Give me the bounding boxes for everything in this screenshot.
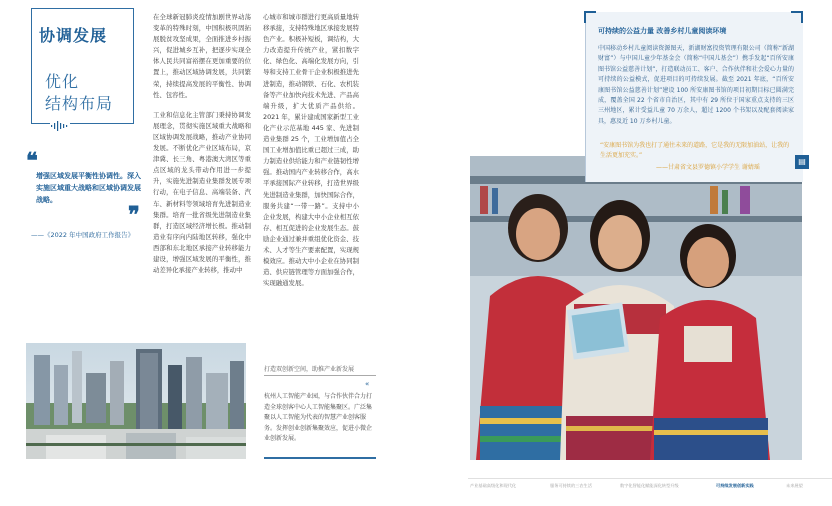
footer-nav — [468, 483, 832, 493]
footer-nav-item[interactable]: 未来展望 — [786, 483, 803, 488]
children-reading-photo — [470, 156, 802, 460]
info-panel-title: 可持续的公益力量 改善乡村儿童阅读环境 — [598, 27, 727, 35]
text-column-2 — [263, 12, 359, 298]
chapter-title-box — [31, 8, 134, 124]
footer-nav-item-active[interactable]: 可持续发展创新实践 — [716, 483, 754, 488]
paragraph: 工业和信息化主管部门秉持协调发展理念，贯彻实施区域重大战略和区域协调发展战略，推动产业协同发展。不断优化产业区域布局，京津冀、长三角、粤港澳大湾区等重点区域的龙头带动作用进一步提升，实施先进制造业集群发展专项行动，在电子信息、高端装备、汽车、新材料等领域培育先进制造业集群。培育一批省级先进制造业集群，打造区域经济增长极。推动制造业有序向内陆地区转移，强化中西部和东北地区承接产业转移能力建设，增强区域发展的平衡性，推动差异化承接产业转移，推动中 — [153, 110, 251, 275]
student-quote-source: ——甘肃省文县罗德镇小学学生 谢婧瑶 — [656, 164, 760, 171]
info-panel-body: 中国移动乡村儿童阅读资源图天，新湖财富投资管理有限公司（简称“新湖财富”）与中国儿童少年基金会（简称“中国儿基会”）携手发起“百所安康图书馆公益慈善计划”，打造联动员工、客户、合作伙伴和社会爱心力量的可持续的公益模式，促进项目的可持续发展。截至 2021 年底，“百所安康图书馆公益慈善计划”建设 100 所安康图书馆的项目初期目标已圆满完成，覆盖全国 22 个省市自治区，其中有 29 所位于国家重点支持的三区三州地区，累计受益儿童 70 万余人，超过 1200 个书架以及配套阅读家具，惠及近 10 万乡村儿童。 — [598, 45, 794, 125]
photo-caption-title: 打造双创新空间，助推产业新发展 — [264, 366, 355, 373]
chapter-subtitle-line1: 优化 — [45, 72, 80, 91]
text-column-1 — [153, 12, 251, 285]
photo-caption-body: 杭州人工智能产业园，与合作伙伴合力打造全球创客中心人工智能集聚区。广泛集聚以人工智能为代表的智慧产业创客服务。发挥创业创新集聚效应，促进小微企业创新发展。 — [264, 393, 373, 442]
right-page — [468, 0, 832, 506]
close-quote-icon: ❞ — [128, 202, 140, 228]
caption-divider — [264, 375, 376, 376]
chapter-title: 协调发展 — [39, 26, 108, 45]
open-quote-icon: ❝ — [26, 148, 38, 174]
panel-corner-left — [584, 11, 596, 23]
footer-divider — [468, 478, 832, 479]
chapter-subtitle-line2: 结构布局 — [45, 94, 114, 113]
panel-corner-right — [791, 11, 803, 23]
paragraph: 在全球新冠肺炎疫情加剧世界动荡变革的特殊时刻，中国积极巩固拓展脱贫攻坚成果，全面推进乡村振兴，促进城乡互补，把逐步实现全体人民共同富裕摆在更加重要的位置上，推动区域协调发展，共同繁荣，持续提高发展的平衡性、协调性、包容性。 — [153, 13, 251, 99]
soundwave-icon — [50, 121, 70, 131]
footer-nav-item[interactable]: 产业基础高级化和现代化 — [470, 483, 517, 488]
paragraph: 心城市和城市群进行更高质量地转移承接，支持特殊地区承接发展特色产业。积极补短板，调结构，大力改造提升传统产业，紧扣数字化、绿色化、高端化发展方向，引导和支持工业骨干企业积极推进先进制造，推动钢铁、石化、农机装备等产业加快向技术先进、产品高端升级，扩大优质产品供给。2021 年，累计建成国家新型工业化产业示范基地 445 家、先进制造业集群 25 个，工业增加值占全国工业增加值比重已超过三成，助力制造业供给能力和产业链韧性增强。推动国内产业转移合作，高水平承接国际产业转移，打造世界级先进制造业集群，加快国际合作，服务共建“一带一路”。支持中小企业发展，构建大中小企业相互依存、相互促进的企业发展生态。鼓励企业通过兼并重组优化资金、技术、人才等生产要素配置，实现规模效应。推动大中小企业在协同制造、供应链管理等方面加强合作，实现融通发展。 — [263, 13, 359, 288]
book-icon: ▤ — [795, 155, 809, 169]
left-page — [20, 0, 408, 506]
footer-nav-item[interactable]: 服务可持续的三农生活 — [550, 483, 592, 488]
policy-quote: 增强区域发展平衡性协调性。深入实施区域重大战略和区域协调发展战略。 — [36, 172, 141, 204]
caption-accent-bar — [264, 457, 376, 459]
student-quote: “安康图书馆为我也打了通往未来的道路，它是我的无限加油站，让我的生活更加充实。” — [600, 142, 790, 159]
quote-source: ——《2022 年中国政府工作报告》 — [31, 231, 135, 239]
double-arrow-icon: « — [365, 380, 370, 388]
city-industrial-park-photo — [26, 343, 246, 459]
footer-nav-item[interactable]: 数字化智能化赋能深化转型升级 — [620, 483, 679, 488]
